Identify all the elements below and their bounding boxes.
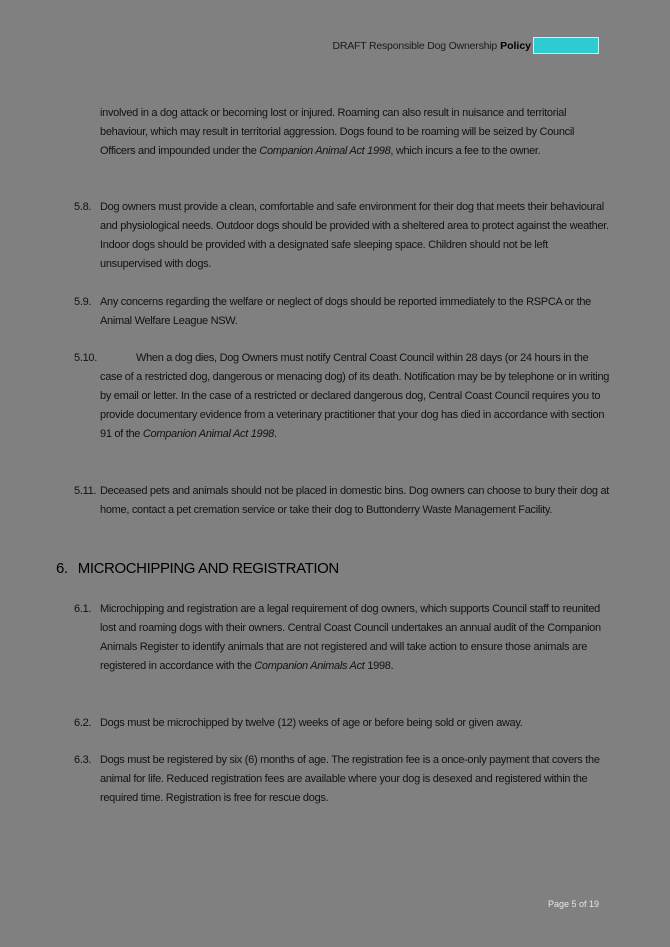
header-title-bold: Policy [500,39,531,52]
item-text: Dog owners must provide a clean, comfortable and safe environment for their dog that meets their behavioural and physiological needs. Outdoor dogs should be provided with a sheltered area to protect against the weather. Indoor dogs should be provided with a designated safe sleeping space. Children should not be left unsupervised with dogs. [100,201,609,270]
item-text: Deceased pets and animals should not be placed in domestic bins. Dog owners can choose to bury their dog at home, contact a pet cremation service or take their dog to Buttonderry Waste Management Facility. [100,485,610,516]
list-item-6-3 [74,751,610,808]
item-number: 5.10. [74,352,97,364]
act-reference: Companion Animal Act 1998 [259,145,391,157]
item-number: 6.1. [74,603,92,615]
item-number: 5.9. [74,296,92,308]
list-item-5-10 [74,349,610,444]
item-text: When a dog dies, Dog Owners must notify Central Coast Council within 28 days (or 24 hours in the case of a restricted dog, dangerous or menacing dog) of its death. Notification may be by telephone or in writing by email or letter. In the case of a restricted or declared dangerous dog, Central Coast Council requires you to provide documentary evidence from a veterinary practitioner that your dog has died in accordance with section 91 of the Companion Animal Act 1998. [100,352,610,440]
act-reference: Companion Animal Act 1998 [142,428,274,440]
header-title: DRAFT Responsible Dog Ownership [332,39,498,52]
item-number: 6.2. [74,717,92,729]
list-item-5-11 [74,482,610,520]
item-number: 6.3. [74,754,92,766]
item-text: Dogs must be registered by six (6) months of age. The registration fee is a once-only payment that covers the animal for life. Reduced registration fees are available where your dog is desexed and registered within the required time. Registration is free for rescue dogs. [100,754,600,804]
item-number: 5.8. [74,201,92,213]
page-number: Page 5 of 19 [548,899,600,909]
page-header [332,37,599,54]
continuation-paragraph: involved in a dog attack or becoming lost or injured. Roaming can also result in nuisance and territorial behaviour, which may result in territorial aggression. Dogs found to be roaming will be seized by Council Officers and impounded under the Companion Animal Act 1998, which incurs a fee to the owner. [100,107,575,157]
act-reference: Companion Animals Act [254,660,365,672]
list-item-6-1 [74,600,610,676]
section-heading [56,560,339,577]
list-item-5-8 [74,198,610,274]
item-number: 5.11. [74,485,97,497]
list-item-5-9 [74,293,610,331]
list-item-6-2 [74,714,610,733]
item-text: Microchipping and registration are a legal requirement of dog owners, which supports Council staff to reunited lost and roaming dogs with their owners. Central Coast Council undertakes an annual audit of the Companion Animals Register to identify animals that are not registered and will take action to ensure those animals are registered in accordance with the Companion Animals Act 1998. [100,603,601,672]
section-title: MICROCHIPPING AND REGISTRATION [77,560,339,577]
header-highlight-tag [533,37,599,54]
section-number: 6. [56,560,68,577]
item-text: Dogs must be microchipped by twelve (12) weeks of age or before being sold or given away. [100,717,523,729]
item-text: Any concerns regarding the welfare or neglect of dogs should be reported immediately to the RSPCA or the Animal Welfare League NSW. [100,296,591,327]
